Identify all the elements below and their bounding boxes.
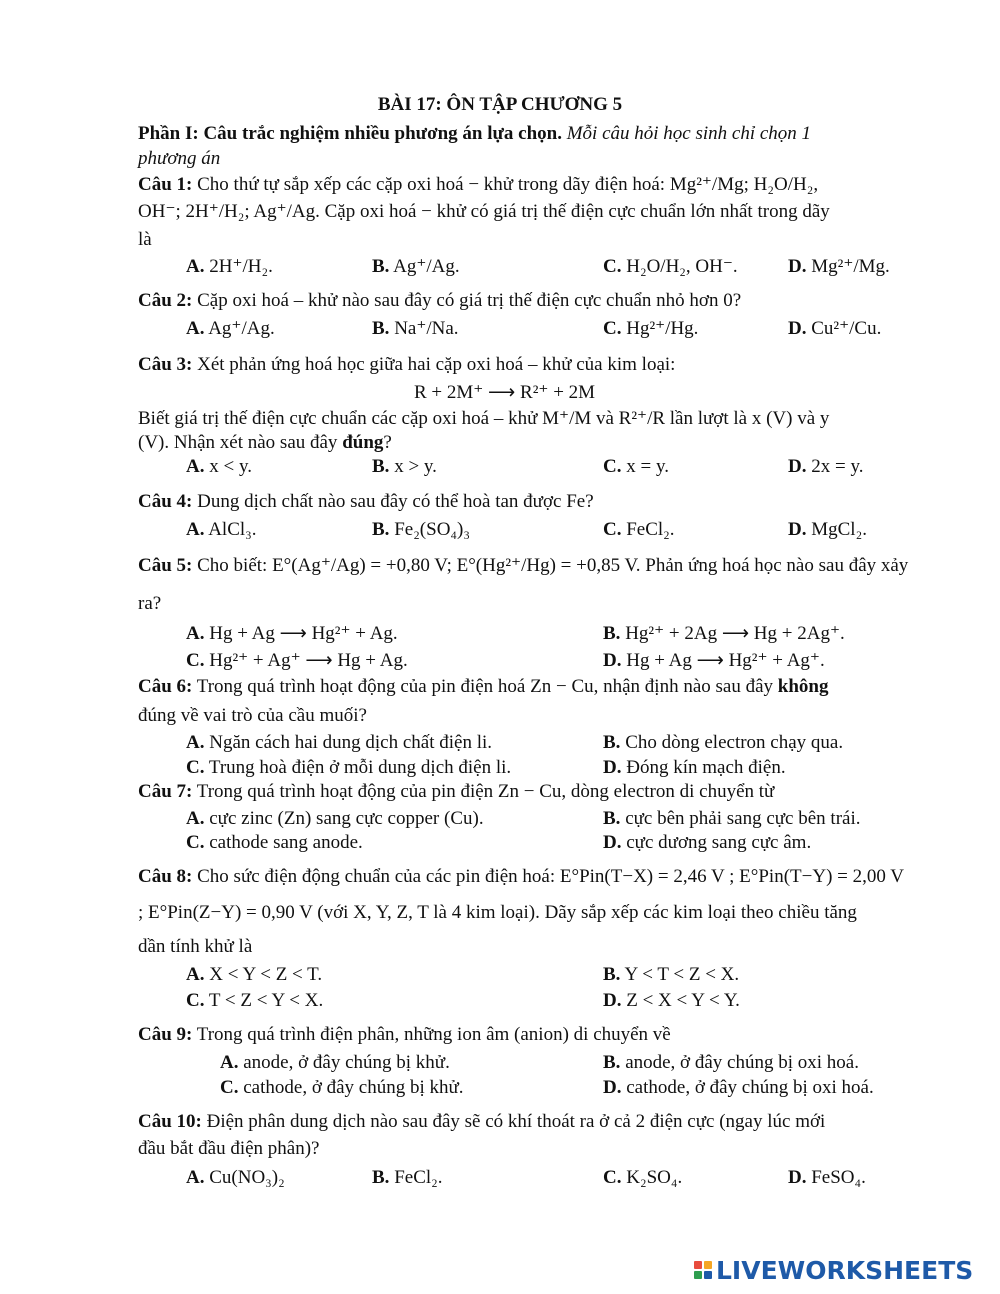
q10-option-c[interactable]: C. K₂SO₄. <box>603 1167 683 1188</box>
q6-option-a[interactable]: A. Ngăn cách hai dung dịch chất điện li. <box>186 732 493 753</box>
part-heading-cont: phương án <box>138 148 221 169</box>
q7-option-d[interactable]: D. cực dương sang cực âm. <box>603 832 812 853</box>
question-8: Câu 8: Cho sức điện động chuẩn của các pin điện hoá: E°Pin(T−X) = 2,46 V ; E°Pin(T−Y) = 2,00 V <box>138 866 904 887</box>
q2-option-c[interactable]: C. Hg²⁺/Hg. <box>603 318 699 339</box>
q9-option-a[interactable]: A. anode, ở đây chúng bị khử. <box>220 1052 450 1073</box>
q4-option-d[interactable]: D. MgCl₂. <box>788 519 867 540</box>
q1-option-c[interactable]: C. H₂O/H₂, OH⁻. <box>603 256 738 277</box>
question-2: Câu 2: Cặp oxi hoá – khử nào sau đây có giá trị thế điện cực chuẩn nhỏ hơn 0? <box>138 290 742 311</box>
q5-option-b[interactable]: B. Hg²⁺ + 2Ag ⟶ Hg + 2Ag⁺. <box>603 623 845 644</box>
q2-option-a[interactable]: A. Ag⁺/Ag. <box>186 318 275 339</box>
question-1-line3: là <box>138 229 152 250</box>
question-3-line3: (V). Nhận xét nào sau đây đúng? <box>138 432 392 453</box>
question-5: Câu 5: Cho biết: E°(Ag⁺/Ag) = +0,80 V; E°(Hg²⁺/Hg) = +0,85 V. Phản ứng hoá học nào sau đây xảy <box>138 555 909 576</box>
part-heading: Phần I: Câu trắc nghiệm nhiều phương án lựa chọn. Mỗi câu hỏi học sinh chỉ chọn 1 <box>138 123 812 144</box>
question-5-line2: ra? <box>138 593 162 614</box>
question-7: Câu 7: Trong quá trình hoạt động của pin điện Zn − Cu, dòng electron di chuyển từ <box>138 781 775 802</box>
q6-option-d[interactable]: D. Đóng kín mạch điện. <box>603 757 786 778</box>
q7-option-b[interactable]: B. cực bên phải sang cực bên trái. <box>603 808 861 829</box>
q7-option-a[interactable]: A. cực zinc (Zn) sang cực copper (Cu). <box>186 808 484 829</box>
q5-option-d[interactable]: D. Hg + Ag ⟶ Hg²⁺ + Ag⁺. <box>603 650 825 671</box>
q10-option-d[interactable]: D. FeSO₄. <box>788 1167 866 1188</box>
q8-option-b[interactable]: B. Y < T < Z < X. <box>603 964 740 985</box>
logo-square <box>704 1271 712 1279</box>
question-4: Câu 4: Dung dịch chất nào sau đây có thể hoà tan được Fe? <box>138 491 594 512</box>
q9-option-c[interactable]: C. cathode, ở đây chúng bị khử. <box>220 1077 464 1098</box>
question-9: Câu 9: Trong quá trình điện phân, những ion âm (anion) di chuyển về <box>138 1024 671 1045</box>
q8-option-a[interactable]: A. X < Y < Z < T. <box>186 964 323 985</box>
q4-option-c[interactable]: C. FeCl₂. <box>603 519 675 540</box>
q3-equation: R + 2M⁺ ⟶ R²⁺ + 2M <box>414 382 596 403</box>
q7-option-c[interactable]: C. cathode sang anode. <box>186 832 363 853</box>
q10-option-a[interactable]: A. Cu(NO₃)₂ <box>186 1167 285 1188</box>
q10-option-b[interactable]: B. FeCl₂. <box>372 1167 443 1188</box>
q3-option-a[interactable]: A. x < y. <box>186 456 252 477</box>
question-10-line2: đầu bắt đầu điện phân)? <box>138 1138 320 1159</box>
q1-option-b[interactable]: B. Ag⁺/Ag. <box>372 256 460 277</box>
logo-text: LIVEWORKSHEETS <box>716 1255 974 1285</box>
question-6-line2: đúng về vai trò của cầu muối? <box>138 705 367 726</box>
logo-grid-icon <box>694 1261 712 1279</box>
q5-option-c[interactable]: C. Hg²⁺ + Ag⁺ ⟶ Hg + Ag. <box>186 650 408 671</box>
q3-option-d[interactable]: D. 2x = y. <box>788 456 864 477</box>
question-8-line2: ; E°Pin(Z−Y) = 0,90 V (với X, Y, Z, T là 4 kim loại). Dãy sắp xếp các kim loại theo chiều tăng <box>138 902 857 923</box>
q9-option-b[interactable]: B. anode, ở đây chúng bị oxi hoá. <box>603 1052 859 1073</box>
question-6: Câu 6: Trong quá trình hoạt động của pin điện hoá Zn − Cu, nhận định nào sau đây không <box>138 676 829 697</box>
question-3: Câu 3: Xét phản ứng hoá học giữa hai cặp oxi hoá – khử của kim loại: <box>138 354 676 375</box>
q8-option-d[interactable]: D. Z < X < Y < Y. <box>603 990 740 1011</box>
q4-option-b[interactable]: B. Fe₂(SO₄)₃ <box>372 519 471 540</box>
logo-square <box>694 1261 702 1269</box>
q2-option-b[interactable]: B. Na⁺/Na. <box>372 318 459 339</box>
q5-option-a[interactable]: A. Hg + Ag ⟶ Hg²⁺ + Ag. <box>186 623 398 644</box>
question-8-line3: dần tính khử là <box>138 936 253 957</box>
q9-option-d[interactable]: D. cathode, ở đây chúng bị oxi hoá. <box>603 1077 874 1098</box>
q8-option-c[interactable]: C. T < Z < Y < X. <box>186 990 324 1011</box>
q1-option-a[interactable]: A. 2H⁺/H₂. <box>186 256 273 277</box>
q3-option-c[interactable]: C. x = y. <box>603 456 669 477</box>
question-1-line2: OH⁻; 2H⁺/H₂; Ag⁺/Ag. Cặp oxi hoá − khử có giá trị thế điện cực chuẩn lớn nhất trong dãy <box>138 201 830 222</box>
q6-option-c[interactable]: C. Trung hoà điện ở mỗi dung dịch điện li. <box>186 757 512 778</box>
q1-option-d[interactable]: D. Mg²⁺/Mg. <box>788 256 890 277</box>
page-title: BÀI 17: ÔN TẬP CHƯƠNG 5 <box>377 94 623 115</box>
question-1: Câu 1: Cho thứ tự sắp xếp các cặp oxi hoá − khử trong dãy điện hoá: Mg²⁺/Mg; H₂O/H₂, <box>138 174 819 195</box>
question-10: Câu 10: Điện phân dung dịch nào sau đây sẽ có khí thoát ra ở cả 2 điện cực (ngay lúc mới <box>138 1111 826 1132</box>
logo-square <box>694 1271 702 1279</box>
q6-option-b[interactable]: B. Cho dòng electron chạy qua. <box>603 732 844 753</box>
q4-option-a[interactable]: A. AlCl₃. <box>186 519 257 540</box>
liveworksheets-logo <box>694 1255 973 1285</box>
q3-option-b[interactable]: B. x > y. <box>372 456 437 477</box>
question-3-line2: Biết giá trị thế điện cực chuẩn các cặp oxi hoá – khử M⁺/M và R²⁺/R lần lượt là x (V) và y <box>138 408 830 429</box>
q2-option-d[interactable]: D. Cu²⁺/Cu. <box>788 318 882 339</box>
logo-square <box>704 1261 712 1269</box>
